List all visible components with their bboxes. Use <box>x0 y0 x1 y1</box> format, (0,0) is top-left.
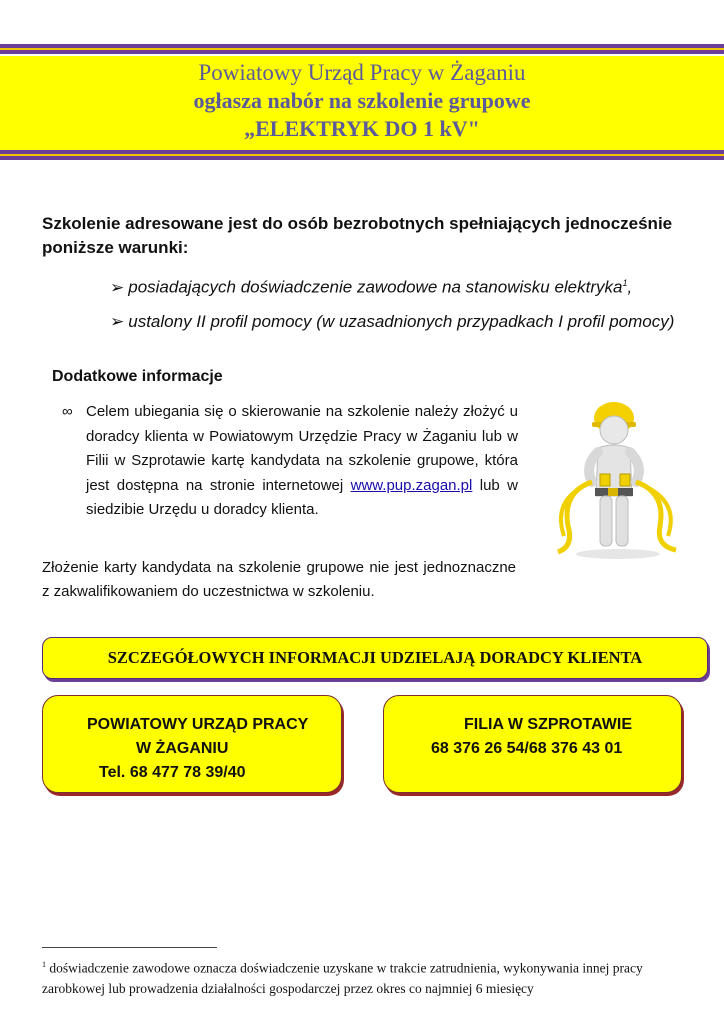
electrician-figure-icon <box>548 396 688 561</box>
header-office-name: Powiatowy Urząd Pracy w Żaganiu <box>198 60 526 85</box>
info-banner: SZCZEGÓŁOWYCH INFORMACJI UDZIELAJĄ DORADCY KLIENTA <box>42 637 708 679</box>
arrow-bullet-icon: ➢ <box>110 312 125 331</box>
note-text: Złożenie karty kandydata na szkolenie grupowe nie jest jednoznaczne z zakwalifikowaniem do uczestnictwa w szkoleniu. <box>42 559 516 600</box>
office-contact-box <box>42 695 342 793</box>
footnote-divider <box>42 947 217 948</box>
banner-top-stripes <box>0 44 724 54</box>
branch-phone: 68 376 26 54/68 376 43 01 <box>431 740 623 757</box>
office-name: POWIATOWY URZĄD PRACY <box>87 716 309 733</box>
branch-name: FILIA W SZPROTAWIE <box>464 716 632 733</box>
condition-item: ➢ posiadających doświadczenie zawodowe na stanowisku elektryka$^1$, <box>110 277 633 297</box>
branch-contact-box <box>383 695 682 793</box>
extra-info-heading: Dodatkowe informacje <box>52 368 223 385</box>
website-link[interactable]: www.pup.zagan.pl <box>350 476 473 494</box>
footnote: $^1$ doświadczenie zawodowe oznacza doświadczenie uzyskane w trakcie zatrudnienia, wykonywania innej pracy zarobkowej lub prowadzenia działalności gospodarczej przez okres co najmniej 6 miesięcy <box>42 960 643 996</box>
infinity-bullet-icon: ∞ <box>62 403 73 420</box>
header-course-title: „ELEKTRYK DO 1 kV" <box>244 116 480 141</box>
header-banner <box>0 56 724 150</box>
condition-text: posiadających doświadczenie zawodowe na stanowisku elektryka <box>128 277 623 297</box>
condition-item <box>110 310 690 333</box>
arrow-bullet-icon: ➢ <box>110 277 125 297</box>
extra-info-bullet: ∞ Celem ubiegania się o skierowanie na szkolenie należy złożyć u doradcy klienta w Powiatowym Urzędzie Pracy w Żaganiu lub w Filii w Szprotawie kartę kandydata na szkolenie grupowe, która jest dostępna na stronie internetowej www.pup.zagan.pl lub w siedzibie Urzędu u doradcy klienta. <box>62 400 518 523</box>
header-announcement: ogłasza nabór na szkolenie grupowe <box>193 88 531 113</box>
footnote-ref: 1 <box>622 278 628 288</box>
office-phone: Tel. 68 477 78 39/40 <box>99 764 246 781</box>
banner-bottom-stripes <box>0 150 724 160</box>
condition-text: ustalony II profil pomocy (w uzasadnionych przypadkach I profil pomocy) <box>128 312 675 331</box>
intro-text: Szkolenie adresowane jest do osób bezrobotnych spełniających jednocześnie poniższe warunki: <box>42 214 673 257</box>
office-city: W ŻAGANIU <box>136 740 229 757</box>
